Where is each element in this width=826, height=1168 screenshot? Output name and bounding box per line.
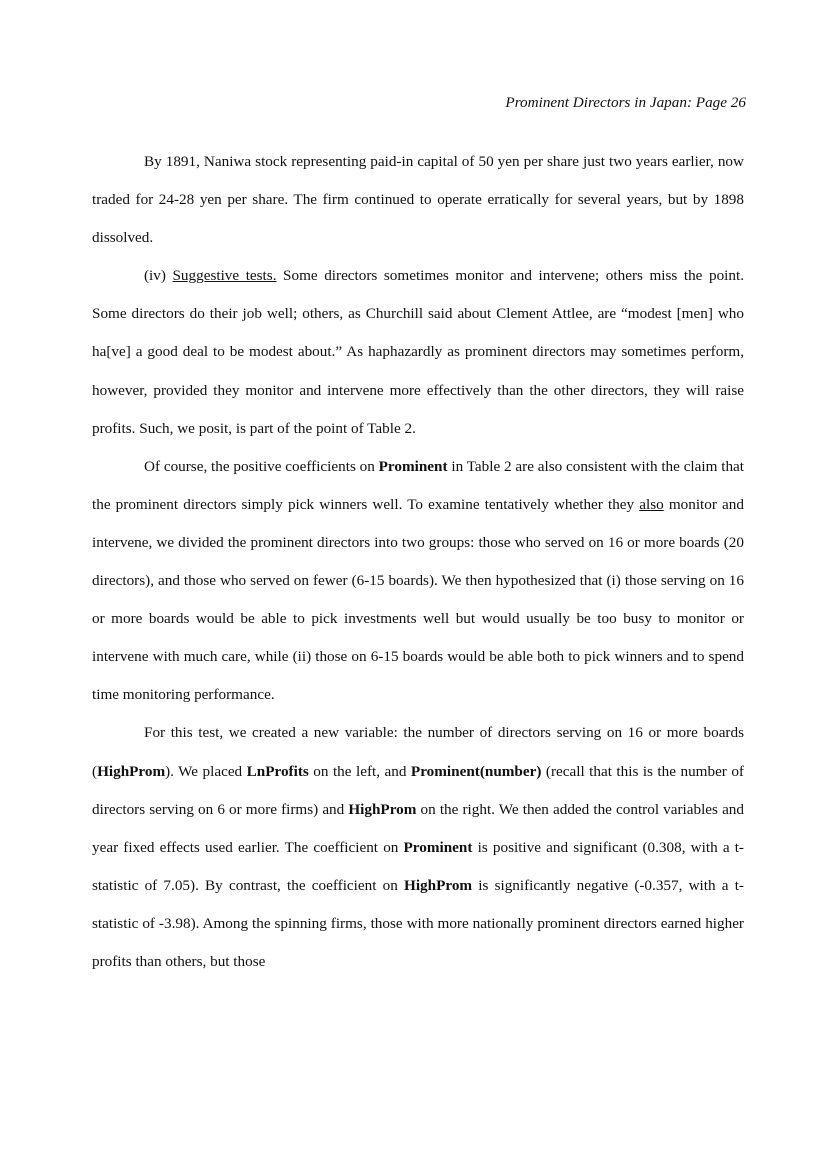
paragraph-prominent-coefficients <box>92 448 744 715</box>
text-run: For this test, we created a new variable: the number of directors serving on 16 or more boards ( <box>92 724 744 780</box>
section-heading: Suggestive tests. <box>172 267 277 285</box>
variable-prominent: Prominent <box>378 457 448 475</box>
text-run: is significantly negative (-0.357, with a t-statistic of -3.98). Among the spinning firms, those with more nationally prominent directors earned higher profits than others, but those <box>92 876 744 970</box>
variable-prominent: Prominent <box>403 838 473 856</box>
variable-lnprofits: LnProfits <box>246 762 309 780</box>
text-run: on the right. We then added the control variables and year fixed effects used earlier. The coefficient on <box>92 800 744 856</box>
variable-highprom: HighProm <box>404 876 473 894</box>
variable-highprom: HighProm <box>348 800 417 818</box>
paragraph-highprom-test <box>92 714 744 981</box>
section-number: (iv) <box>144 267 173 285</box>
text-run: Of course, the positive coefficients on <box>144 457 379 475</box>
paragraph-text: Some directors sometimes monitor and intervene; others miss the point. Some directors do their job well; others, as Churchill said about Clement Attlee, are “modest [men] who ha[ve] a good deal to be modest about.” As haphazardly as prominent directors may sometimes perform, however, provided they monitor and intervene more effectively than the other directors, they will raise profits. Such, we posit, is part of the point of Table 2. <box>92 267 744 437</box>
text-run: ). We placed <box>165 762 247 780</box>
paragraph-naniwa: By 1891, Naniwa stock representing paid-in capital of 50 yen per share just two years earlier, now traded for 24-28 yen per share. The firm continued to operate erratically for several years, but by 1898 dissolved. <box>92 153 744 247</box>
variable-prominent-number: Prominent(number) <box>410 762 542 780</box>
text-run: (recall that this is the number of directors serving on 6 or more firms) and <box>92 762 744 818</box>
text-run: is positive and significant (0.308, with a t-statistic of 7.05). By contrast, the coefficient on <box>92 838 744 894</box>
text-run: monitor and intervene, we divided the prominent directors into two groups: those who served on 16 or more boards (20 directors), and those who served on fewer (6-15 boards). We then hypothesized that (i) those serving on 16 or more boards would be able to pick investments well but would usually be too busy to monitor or intervene with much care, while (ii) those on 6-15 boards would be able both to pick winners and to spend time monitoring performance. <box>92 495 744 704</box>
body-text <box>92 143 744 981</box>
paragraph-suggestive-tests <box>92 257 744 447</box>
emphasis-also: also <box>639 495 664 513</box>
running-header: Prominent Directors in Japan: Page 26 <box>505 94 746 111</box>
text-run: in Table 2 are also consistent with the claim that the prominent directors simply pick winners well. To examine tentatively whether they <box>92 457 744 513</box>
text-run: on the left, and <box>308 762 411 780</box>
variable-highprom: HighProm <box>97 762 166 780</box>
